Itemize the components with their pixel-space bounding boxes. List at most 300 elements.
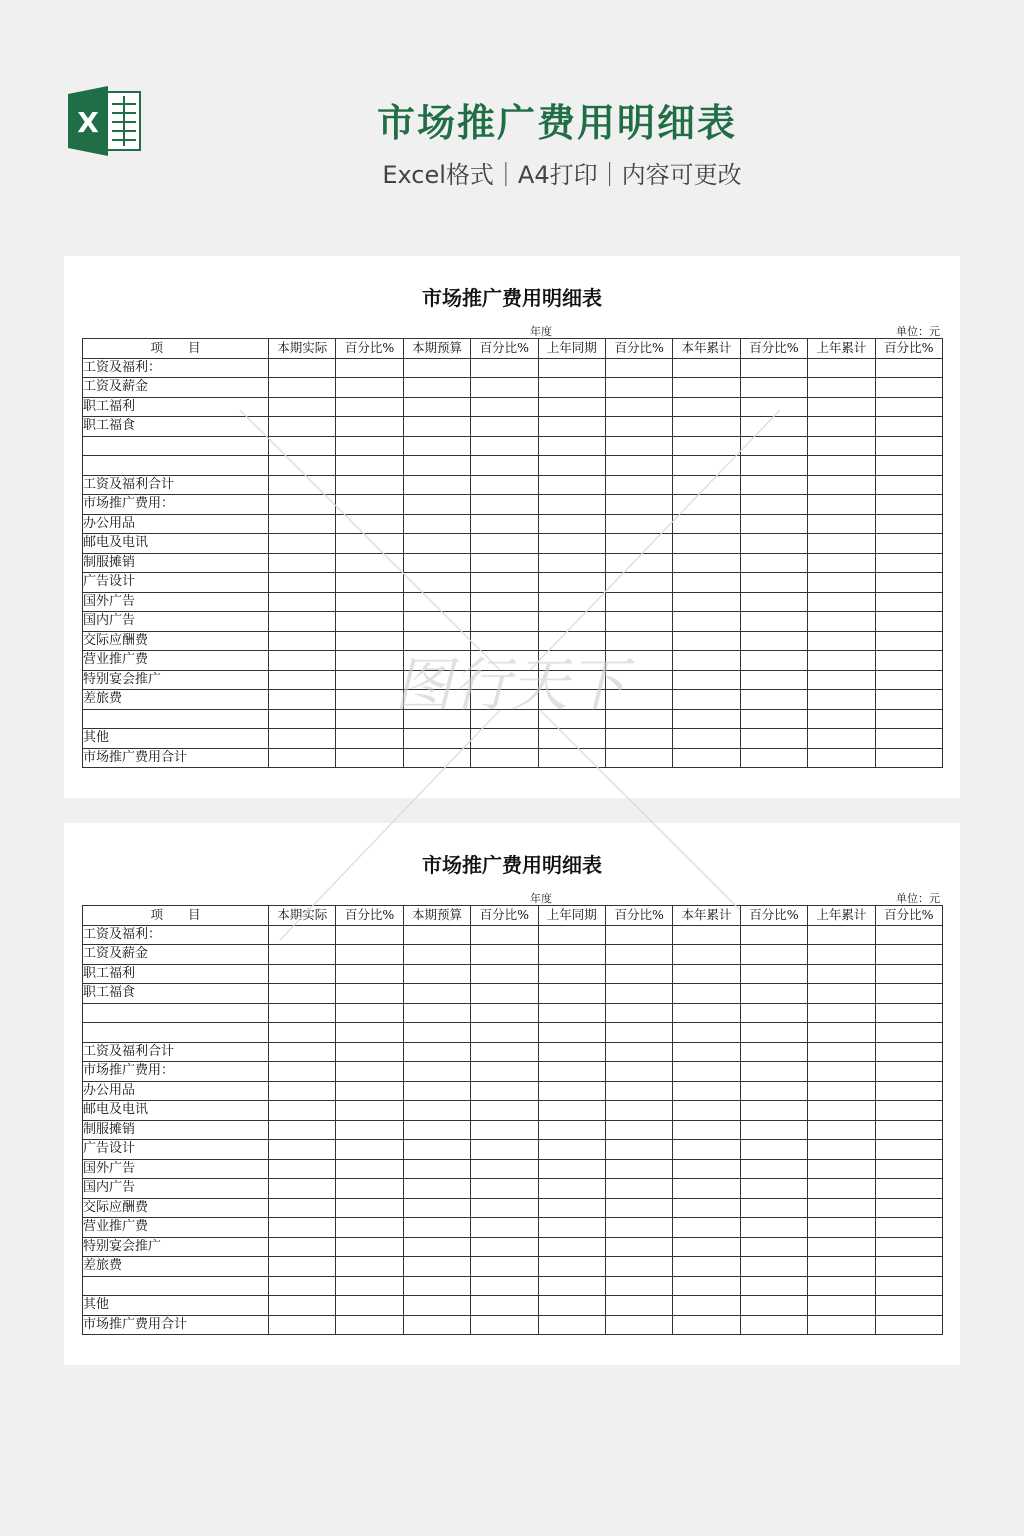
table-cell xyxy=(740,495,807,515)
table-cell xyxy=(673,748,740,768)
column-header: 百分比% xyxy=(336,339,403,359)
table-cell xyxy=(875,670,942,690)
table-cell xyxy=(605,592,672,612)
table-cell xyxy=(740,1257,807,1277)
table-cell xyxy=(336,534,403,554)
table-cell xyxy=(808,748,875,768)
table-cell xyxy=(673,436,740,456)
table-cell xyxy=(471,534,538,554)
table-cell xyxy=(808,1198,875,1218)
table-cell xyxy=(403,1315,470,1335)
row-label: 职工福利 xyxy=(83,964,269,984)
table-cell xyxy=(269,1042,336,1062)
row-label: 广告设计 xyxy=(83,573,269,593)
table-row xyxy=(83,612,943,632)
table-cell xyxy=(605,1081,672,1101)
row-label: 邮电及电讯 xyxy=(83,534,269,554)
table-cell xyxy=(875,1237,942,1257)
table-cell xyxy=(403,553,470,573)
table-cell xyxy=(605,984,672,1004)
table-cell xyxy=(538,729,605,749)
table-cell xyxy=(538,397,605,417)
table-cell xyxy=(673,945,740,965)
table-cell xyxy=(471,1296,538,1316)
table-cell xyxy=(673,1062,740,1082)
table-row xyxy=(83,1042,943,1062)
table-cell xyxy=(673,358,740,378)
table-cell xyxy=(471,670,538,690)
banner xyxy=(0,0,1024,230)
table-row xyxy=(83,1237,943,1257)
table-cell xyxy=(336,1023,403,1043)
row-label: 工资及福利合计 xyxy=(83,475,269,495)
table-cell xyxy=(336,495,403,515)
table-cell xyxy=(403,417,470,437)
table-cell xyxy=(471,1023,538,1043)
column-header: 百分比% xyxy=(605,906,672,926)
table-cell xyxy=(875,612,942,632)
table-cell xyxy=(538,1023,605,1043)
table-cell xyxy=(403,514,470,534)
table-cell xyxy=(875,358,942,378)
table-cell xyxy=(740,651,807,671)
row-label: 制服摊销 xyxy=(83,1120,269,1140)
table-cell xyxy=(808,709,875,729)
table-cell xyxy=(538,553,605,573)
table-cell xyxy=(471,631,538,651)
row-label: 办公用品 xyxy=(83,1081,269,1101)
table-cell xyxy=(336,1218,403,1238)
table-cell xyxy=(269,553,336,573)
table-cell xyxy=(471,573,538,593)
table-cell xyxy=(673,729,740,749)
table-cell xyxy=(673,1296,740,1316)
table-cell xyxy=(808,1101,875,1121)
table-cell xyxy=(673,495,740,515)
table-cell xyxy=(538,1198,605,1218)
table-cell xyxy=(471,1257,538,1277)
table-cell xyxy=(808,984,875,1004)
column-header: 百分比% xyxy=(740,906,807,926)
table-cell xyxy=(538,1218,605,1238)
table-cell xyxy=(403,925,470,945)
sheet-title: 市场推广费用明细表 xyxy=(422,286,602,310)
column-header: 百分比% xyxy=(471,339,538,359)
column-header: 百分比% xyxy=(875,906,942,926)
table-cell xyxy=(740,456,807,476)
table-cell xyxy=(605,1257,672,1277)
row-label: 差旅费 xyxy=(83,690,269,710)
table-cell xyxy=(875,534,942,554)
table-cell xyxy=(403,1296,470,1316)
table-cell xyxy=(605,1218,672,1238)
table-cell xyxy=(538,945,605,965)
column-header: 上年累计 xyxy=(808,906,875,926)
table-cell xyxy=(471,964,538,984)
table-cell xyxy=(403,378,470,398)
table-row xyxy=(83,1315,943,1335)
row-label xyxy=(83,456,269,476)
table-cell xyxy=(875,1179,942,1199)
table-cell xyxy=(605,612,672,632)
table-cell xyxy=(740,631,807,651)
row-label xyxy=(83,709,269,729)
table-cell xyxy=(471,495,538,515)
table-cell xyxy=(673,1315,740,1335)
table-cell xyxy=(538,1062,605,1082)
table-cell xyxy=(740,1296,807,1316)
table-cell xyxy=(471,1140,538,1160)
table-cell xyxy=(875,729,942,749)
table-cell xyxy=(269,748,336,768)
row-label: 市场推广费用： xyxy=(83,1062,269,1082)
table-cell xyxy=(269,436,336,456)
table-cell xyxy=(875,690,942,710)
row-label xyxy=(83,1003,269,1023)
table-row xyxy=(83,925,943,945)
table-cell xyxy=(740,1062,807,1082)
table-row xyxy=(83,417,943,437)
table-cell xyxy=(403,397,470,417)
table-cell xyxy=(673,1257,740,1277)
table-row xyxy=(83,1179,943,1199)
table-cell xyxy=(471,1218,538,1238)
table-cell xyxy=(605,1179,672,1199)
table-cell xyxy=(605,1140,672,1160)
row-label: 营业推广费 xyxy=(83,1218,269,1238)
row-label: 广告设计 xyxy=(83,1140,269,1160)
row-label: 国外广告 xyxy=(83,592,269,612)
table-row xyxy=(83,1218,943,1238)
table-cell xyxy=(336,945,403,965)
table-cell xyxy=(673,378,740,398)
table-cell xyxy=(605,709,672,729)
table-cell xyxy=(605,1237,672,1257)
row-label xyxy=(83,1023,269,1043)
table-row xyxy=(83,1159,943,1179)
table-cell xyxy=(403,964,470,984)
table-cell xyxy=(336,964,403,984)
table-cell xyxy=(269,1179,336,1199)
table-cell xyxy=(875,1159,942,1179)
table-cell xyxy=(538,1081,605,1101)
table-cell xyxy=(336,378,403,398)
table-cell xyxy=(740,1042,807,1062)
table-cell xyxy=(403,358,470,378)
table-cell xyxy=(269,358,336,378)
table-cell xyxy=(403,1276,470,1296)
table-cell xyxy=(875,573,942,593)
table-row xyxy=(83,748,943,768)
table-cell xyxy=(605,573,672,593)
table-cell xyxy=(740,1218,807,1238)
table-cell xyxy=(269,514,336,534)
row-label: 交际应酬费 xyxy=(83,631,269,651)
table-row xyxy=(83,378,943,398)
table-cell xyxy=(403,1179,470,1199)
table-row xyxy=(83,1120,943,1140)
table-cell xyxy=(808,964,875,984)
table-cell xyxy=(605,1315,672,1335)
table-cell xyxy=(336,1081,403,1101)
table-row xyxy=(83,1296,943,1316)
sheet-preview-2 xyxy=(64,823,960,1365)
table-cell xyxy=(538,573,605,593)
table-cell xyxy=(808,925,875,945)
table-cell xyxy=(808,1179,875,1199)
table-cell xyxy=(605,1042,672,1062)
column-header: 本期实际 xyxy=(269,906,336,926)
table-row xyxy=(83,945,943,965)
table-cell xyxy=(269,1101,336,1121)
table-cell xyxy=(538,631,605,651)
table-cell xyxy=(403,670,470,690)
table-cell xyxy=(605,925,672,945)
row-label: 职工福食 xyxy=(83,417,269,437)
table-cell xyxy=(538,436,605,456)
table-cell xyxy=(740,612,807,632)
column-header: 百分比% xyxy=(471,906,538,926)
table-cell xyxy=(336,1296,403,1316)
table-cell xyxy=(673,553,740,573)
row-label: 交际应酬费 xyxy=(83,1198,269,1218)
table-cell xyxy=(403,612,470,632)
row-label: 办公用品 xyxy=(83,514,269,534)
table-cell xyxy=(875,514,942,534)
expense-table xyxy=(82,338,943,768)
table-cell xyxy=(875,984,942,1004)
table-cell xyxy=(673,631,740,651)
table-cell xyxy=(269,1257,336,1277)
table-cell xyxy=(740,553,807,573)
column-header-item: 项 目 xyxy=(83,339,269,359)
table-cell xyxy=(471,456,538,476)
table-cell xyxy=(538,1237,605,1257)
table-row xyxy=(83,631,943,651)
row-label xyxy=(83,1276,269,1296)
table-cell xyxy=(336,729,403,749)
table-cell xyxy=(403,1237,470,1257)
table-cell xyxy=(269,1159,336,1179)
table-cell xyxy=(808,1315,875,1335)
table-cell xyxy=(740,945,807,965)
table-cell xyxy=(605,1276,672,1296)
table-cell xyxy=(740,397,807,417)
table-cell xyxy=(471,1101,538,1121)
table-cell xyxy=(471,748,538,768)
row-label: 工资及福利： xyxy=(83,358,269,378)
table-cell xyxy=(808,573,875,593)
table-cell xyxy=(403,573,470,593)
table-cell xyxy=(538,475,605,495)
table-cell xyxy=(269,1198,336,1218)
table-cell xyxy=(808,1218,875,1238)
table-cell xyxy=(673,475,740,495)
table-cell xyxy=(808,1081,875,1101)
table-cell xyxy=(740,709,807,729)
table-cell xyxy=(875,1081,942,1101)
table-cell xyxy=(471,690,538,710)
table-cell xyxy=(605,690,672,710)
table-row xyxy=(83,690,943,710)
table-row xyxy=(83,475,943,495)
table-cell xyxy=(673,1179,740,1199)
table-cell xyxy=(740,1159,807,1179)
row-label: 工资及薪金 xyxy=(83,378,269,398)
row-label: 邮电及电讯 xyxy=(83,1101,269,1121)
table-cell xyxy=(336,1003,403,1023)
table-cell xyxy=(808,436,875,456)
column-header: 上年同期 xyxy=(538,906,605,926)
table-cell xyxy=(673,1023,740,1043)
table-cell xyxy=(808,514,875,534)
table-cell xyxy=(336,573,403,593)
table-cell xyxy=(269,631,336,651)
table-row xyxy=(83,1023,943,1043)
table-cell xyxy=(740,1101,807,1121)
table-cell xyxy=(605,534,672,554)
table-row xyxy=(83,534,943,554)
table-cell xyxy=(471,1062,538,1082)
table-cell xyxy=(538,690,605,710)
table-cell xyxy=(269,945,336,965)
year-label: 年度 xyxy=(530,892,552,905)
table-cell xyxy=(336,1198,403,1218)
table-cell xyxy=(471,709,538,729)
table-cell xyxy=(740,670,807,690)
table-cell xyxy=(605,1159,672,1179)
table-cell xyxy=(403,436,470,456)
table-cell xyxy=(538,495,605,515)
column-header: 本期预算 xyxy=(403,339,470,359)
table-cell xyxy=(336,1042,403,1062)
table-cell xyxy=(269,1120,336,1140)
table-cell xyxy=(673,1081,740,1101)
table-cell xyxy=(538,514,605,534)
table-cell xyxy=(875,378,942,398)
row-label: 职工福食 xyxy=(83,984,269,1004)
table-cell xyxy=(875,651,942,671)
table-cell xyxy=(875,1062,942,1082)
table-cell xyxy=(403,495,470,515)
row-label: 职工福利 xyxy=(83,397,269,417)
table-cell xyxy=(336,612,403,632)
table-cell xyxy=(875,456,942,476)
table-cell xyxy=(471,1179,538,1199)
table-cell xyxy=(538,534,605,554)
table-row xyxy=(83,553,943,573)
table-cell xyxy=(875,1140,942,1160)
table-cell xyxy=(471,475,538,495)
table-cell xyxy=(673,1198,740,1218)
table-cell xyxy=(673,1276,740,1296)
table-cell xyxy=(875,925,942,945)
table-row xyxy=(83,358,943,378)
table-cell xyxy=(269,534,336,554)
table-cell xyxy=(538,456,605,476)
table-cell xyxy=(269,456,336,476)
table-cell xyxy=(538,1315,605,1335)
table-cell xyxy=(605,1023,672,1043)
table-cell xyxy=(403,651,470,671)
table-cell xyxy=(269,573,336,593)
table-cell xyxy=(605,553,672,573)
table-cell xyxy=(875,1023,942,1043)
table-row xyxy=(83,1101,943,1121)
table-cell xyxy=(673,573,740,593)
column-header: 本期实际 xyxy=(269,339,336,359)
table-cell xyxy=(336,925,403,945)
table-cell xyxy=(538,417,605,437)
table-cell xyxy=(269,1140,336,1160)
table-cell xyxy=(471,1198,538,1218)
table-cell xyxy=(605,748,672,768)
table-cell xyxy=(336,475,403,495)
table-row xyxy=(83,1003,943,1023)
table-cell xyxy=(808,1237,875,1257)
table-cell xyxy=(808,1159,875,1179)
year-label: 年度 xyxy=(530,325,552,338)
table-cell xyxy=(808,612,875,632)
table-row xyxy=(83,651,943,671)
table-cell xyxy=(875,592,942,612)
table-cell xyxy=(605,397,672,417)
table-cell xyxy=(740,729,807,749)
column-header: 百分比% xyxy=(740,339,807,359)
column-header: 百分比% xyxy=(875,339,942,359)
table-cell xyxy=(605,456,672,476)
table-cell xyxy=(808,1140,875,1160)
table-cell xyxy=(336,417,403,437)
table-cell xyxy=(269,709,336,729)
table-cell xyxy=(269,475,336,495)
table-cell xyxy=(471,729,538,749)
table-cell xyxy=(269,1081,336,1101)
table-cell xyxy=(471,358,538,378)
table-cell xyxy=(875,748,942,768)
table-cell xyxy=(403,729,470,749)
table-cell xyxy=(538,984,605,1004)
table-row xyxy=(83,1276,943,1296)
table-cell xyxy=(269,592,336,612)
table-cell xyxy=(673,1159,740,1179)
table-cell xyxy=(605,436,672,456)
table-cell xyxy=(336,553,403,573)
table-cell xyxy=(808,631,875,651)
table-cell xyxy=(471,1081,538,1101)
table-cell xyxy=(740,592,807,612)
column-header: 本年累计 xyxy=(673,339,740,359)
table-cell xyxy=(269,964,336,984)
table-cell xyxy=(673,1042,740,1062)
table-cell xyxy=(740,1276,807,1296)
table-cell xyxy=(740,925,807,945)
table-cell xyxy=(673,925,740,945)
table-cell xyxy=(740,1003,807,1023)
table-cell xyxy=(269,1218,336,1238)
table-cell xyxy=(538,1276,605,1296)
table-cell xyxy=(336,1062,403,1082)
table-cell xyxy=(605,651,672,671)
table-cell xyxy=(740,1120,807,1140)
table-cell xyxy=(538,1101,605,1121)
table-cell xyxy=(471,984,538,1004)
table-cell xyxy=(808,1062,875,1082)
table-cell xyxy=(875,1218,942,1238)
table-cell xyxy=(808,553,875,573)
table-cell xyxy=(336,1101,403,1121)
table-cell xyxy=(403,690,470,710)
